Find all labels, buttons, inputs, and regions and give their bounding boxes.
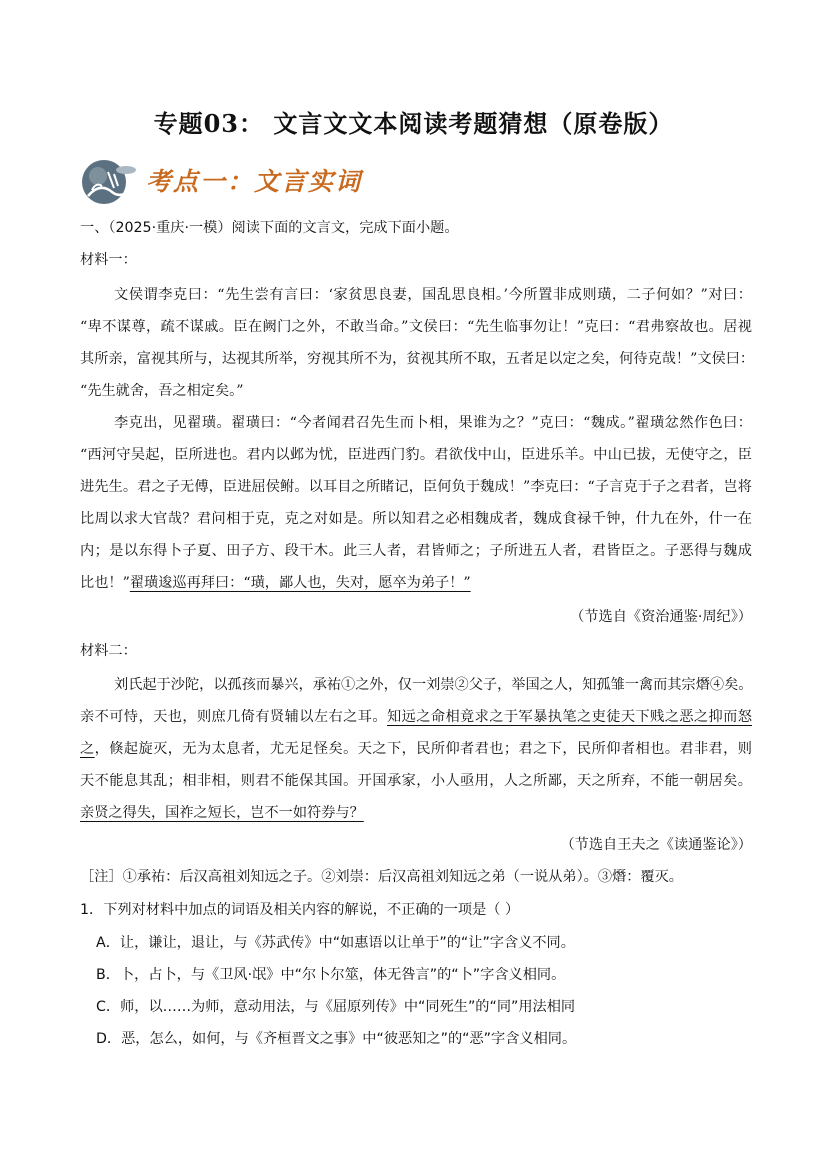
material-1-source: （节选自《资治通鉴·周纪》） <box>570 609 752 625</box>
option-a: A．让，谦让，退让，与《苏武传》中“如惠语以让单于”的“让”字含义不同。 <box>96 935 575 951</box>
question-stem: 1．下列对材料中加点的词语及相关内容的解说，不正确的一项是（ ） <box>80 902 520 918</box>
material-2-line: 刘氏起于沙陀，以孤孩而暴兴，承祐①之外，仅一刘崇②父子，举国之人，知孤雏一禽而其宗熸④矣。 <box>114 677 753 693</box>
annotation-note: ［注］①承祐：后汉高祖刘知远之子。②刘崇：后汉高祖刘知远之弟（一说从弟）。③熸：覆灭。 <box>80 869 683 885</box>
intro-text: 一、（2025·重庆·一模）阅读下面的文言文，完成下面小题。 <box>80 220 459 236</box>
underlined-sentence: 之 <box>80 741 95 757</box>
ink-brush-icon <box>78 152 140 208</box>
option-c: C．师，以……为师，意动用法，与《屈原列传》中“同死生”的“同”用法相同 <box>96 999 576 1015</box>
material-1-line: “西河守吴起，臣所进也。君内以邺为忧，臣进西门豹。君欲伐中山，臣进乐羊。中山已拔，无使守之，臣 <box>80 447 752 463</box>
page-title: 专题03： 文言文文本阅读考题猜想（原卷版） <box>153 109 674 138</box>
underlined-sentence: 亲贤之得失，国祚之短长，岂不一如符券与？ <box>80 805 364 821</box>
option-d: D．恶，怎么，如何，与《齐桓晋文之事》中“彼恶知之”的“恶”字含义相同。 <box>96 1031 577 1047</box>
material-2-line <box>80 802 752 822</box>
underlined-sentence: 翟璜逡巡再拜曰：“璜，鄙人也，失对，愿卒为弟子！” <box>129 575 471 591</box>
material-1-text: 比也！” <box>80 575 130 591</box>
material-2-label: 材料二： <box>80 643 137 659</box>
section-label: 考点一：文言实词 <box>146 167 363 196</box>
material-2-text: ，倏起旋灭，无为太息者，尤无足怪矣。天之下，民所仰者君也；君之下，民所仰者相也。君非君，则 <box>94 741 752 757</box>
material-1-line <box>80 572 752 592</box>
material-1-label: 材料一： <box>80 252 137 268</box>
option-b: B．卜，占卜，与《卫风·氓》中“尔卜尔筮，体无咎言”的“卜”字含义相同。 <box>96 967 566 983</box>
material-2-source: （节选自王夫之《读通鉴论》） <box>560 837 752 853</box>
underlined-sentence: 知远之命相竟求之于军暴执笔之吏徒天下贱之恶之抑而怒 <box>386 709 752 725</box>
section-header <box>78 150 398 210</box>
material-2-line <box>80 706 752 726</box>
material-1-line: 李克出，见翟璜。翟璜曰：“今者闻君召先生而卜相，果谁为之？”克曰：“魏成。”翟璜忿然作色曰： <box>114 415 752 431</box>
material-1-line: “先生就舍，吾之相定矣。” <box>80 383 244 399</box>
material-1-line: “卑不谋尊，疏不谋戚。臣在阙门之外，不敢当命。”文侯曰：“先生临事勿让！”克曰：“君弗察故也。居视 <box>80 319 752 335</box>
material-1-line: 内；是以东得卜子夏、田子方、段干木。此三人者，君皆师之；子所进五人者，君皆臣之。子恶得与魏成 <box>80 543 752 559</box>
material-1-line: 进先生。君之子无傅，臣进屈侯鲋。以耳目之所睹记，臣何负于魏成！”李克曰：“子言克于子之君者，岂将 <box>80 479 752 495</box>
material-1-line: 文侯谓李克曰：“先生尝有言曰：‘家贫思良妻，国乱思良相。’今所置非成则璜，二子何如？”对曰： <box>114 287 752 303</box>
material-2-line: 天不能息其乱；相非相，则君不能保其国。开国承家，小人亟用，人之所鄙，天之所弃，不能一朝居矣。 <box>80 773 752 789</box>
material-1-line: 其所亲，富视其所与，达视其所举，穷视其所不为，贫视其所不取，五者足以定之矣，何待克哉！”文侯曰： <box>80 351 755 367</box>
material-2-line <box>80 738 752 758</box>
material-1-line: 比周以求大官哉？君问相于克，克之对如是。所以知君之必相魏成者，魏成食禄千钟，什九在外，什一在 <box>80 511 752 527</box>
material-2-text: 亲不可恃，天也，则庶几倚有贤辅以左右之耳。 <box>80 709 387 725</box>
